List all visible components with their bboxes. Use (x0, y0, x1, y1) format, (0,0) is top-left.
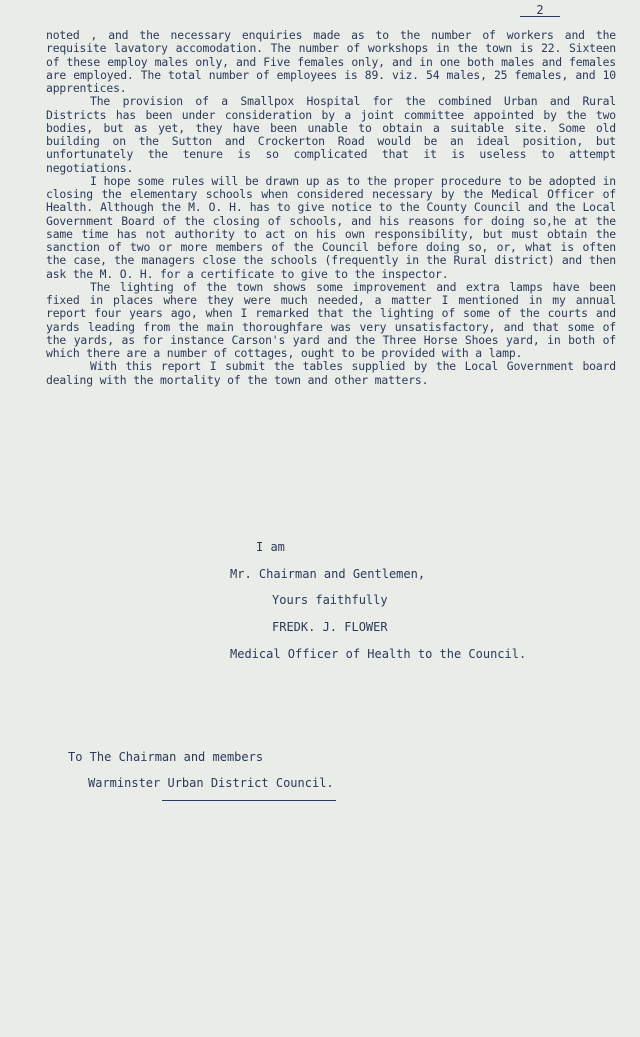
paragraph-school-closing: I hope some rules will be drawn up as to the proper procedure to be adopted in closing the elementary schools when considered necessary by the Medical Officer of Health. Although the M. O. H. has to give notice to the County Council and the Local Government Board of the closing of schools, and his reasons for doing so,he at the same time has not authority to act on his own responsibility, but must obtain the sanction of two or more members of the Council before doing so, or, what is often the case, the managers close the schools (frequently in the Rural district) and then ask the M. O. H. for a certificate to give to the inspector. (46, 173, 616, 281)
address-line-2: Warminster Urban District Council. (88, 776, 334, 790)
paragraph-workshops: noted , and the necessary enquiries made as to the number of workers and the requisite lavatory accomodation. The number of workshops in the town is 22. Sixteen of these employ males only, and Five females only, and in one both males and females are employed. The total number of employees is 89. viz. 54 males, 25 females, and 10 apprentices. (46, 28, 616, 95)
closing-i-am: I am (256, 540, 285, 554)
paragraph-tables: With this report I submit the tables supplied by the Local Government board dealing with the mortality of the town and other matters. (46, 359, 616, 387)
paragraph-lighting: The lighting of the town shows some improvement and extra lamps have been fixed in places where they were much needed, a matter I mentioned in my annual report four years ago, when I remarked that the lighting of some of the courts and yards leading from the main thoroughfare was very unsatisfactory, and that some of the yards, as for instance Carson's yard and the Three Horse Shoes yard, in both of which there are a number of cottages, ought to be provided with a lamp. (46, 279, 616, 360)
signatory-name: FREDK. J. FLOWER (272, 620, 388, 634)
address-line-1: To The Chairman and members (68, 750, 264, 764)
report-body (46, 29, 616, 387)
address-underline (162, 800, 336, 801)
closing-salutation: Mr. Chairman and Gentlemen, (230, 567, 426, 581)
page-number: 2 (520, 4, 560, 17)
signatory-title: Medical Officer of Health to the Council. (230, 647, 527, 661)
closing-yours: Yours faithfully (272, 593, 388, 607)
paragraph-smallpox-hospital: The provision of a Smallpox Hospital for the combined Urban and Rural Districts has been under consideration by a joint committee appointed by the two bodies, but as yet, they have been unable to obtain a suitable site. Some old building on the Sutton and Crockerton Road would be an ideal position, but unfortunately the tenure is so complicated that it is useless to attempt negotiations. (46, 94, 616, 175)
